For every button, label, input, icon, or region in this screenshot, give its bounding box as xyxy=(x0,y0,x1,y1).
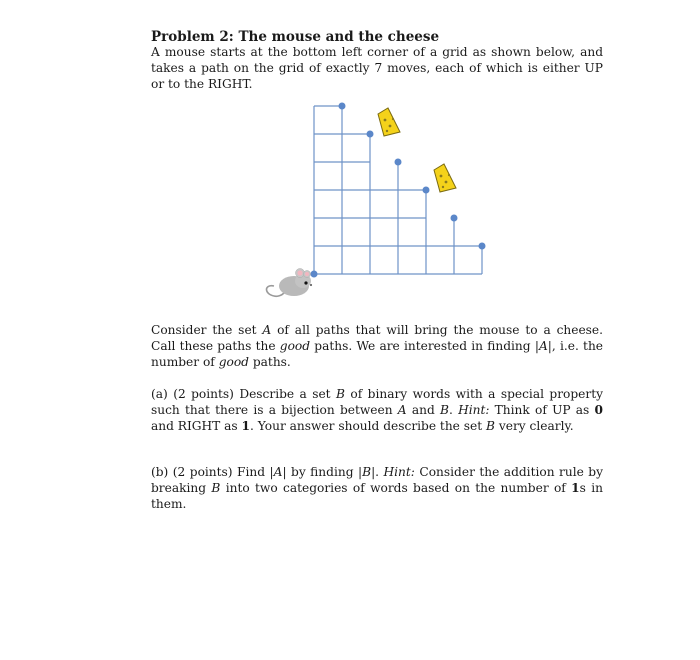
part-b-paragraph: (b) (2 points) Find |A| by finding |B|. Hint: Consider the addition rule by breaking B into two categories of words based on the number of 1s in them. xyxy=(151,465,603,511)
endpoint-dot xyxy=(395,159,402,166)
endpoint-dot xyxy=(423,187,430,194)
set-a-var: A xyxy=(262,323,272,337)
hint-label: Hint: xyxy=(458,403,490,417)
cheese-icon xyxy=(378,108,400,136)
set-b-var: B xyxy=(362,465,372,479)
endpoint-dot xyxy=(451,215,458,222)
set-a-var: A xyxy=(397,403,407,417)
mouse-icon xyxy=(267,269,313,297)
endpoint-dot xyxy=(339,103,346,110)
grid-figure xyxy=(260,98,500,308)
problem-intro: A mouse starts at the bottom left corner of a grid as shown below, and takes a path on the grid of exactly 7 moves, each of which is either UP or to the RIGHT. xyxy=(151,45,603,91)
set-b-var: B xyxy=(439,403,449,417)
endpoint-dot xyxy=(367,131,374,138)
hint-label: Hint: xyxy=(383,465,415,479)
endpoint-dot xyxy=(479,243,486,250)
set-b-var: B xyxy=(486,419,495,433)
set-b-var: B xyxy=(211,481,221,495)
start-dot xyxy=(311,271,318,278)
set-a-var: A xyxy=(538,339,548,353)
problem-title: Problem 2: The mouse and the cheese xyxy=(151,29,440,45)
set-a-var: A xyxy=(273,465,283,479)
consider-paragraph: Consider the set A of all paths that will bring the mouse to a cheese. Call these paths the good paths. We are interested in finding |A|, i.e. the number of good paths. xyxy=(151,323,604,369)
emphasis-good: good xyxy=(279,339,311,353)
part-a-paragraph: (a) (2 points) Describe a set B of binary words with a special property such that there is a bijection between A and B. Hint: Think of UP as 0 and RIGHT as 1. Your answer should describe the set B very clearly. xyxy=(151,387,604,433)
cheese-icon xyxy=(434,164,456,192)
set-b-var: B xyxy=(336,387,345,401)
emphasis-good: good xyxy=(218,355,249,369)
bold-digit: 0 xyxy=(594,403,604,417)
bold-digit: 1 xyxy=(241,419,251,433)
bold-digit: 1 xyxy=(571,481,580,495)
